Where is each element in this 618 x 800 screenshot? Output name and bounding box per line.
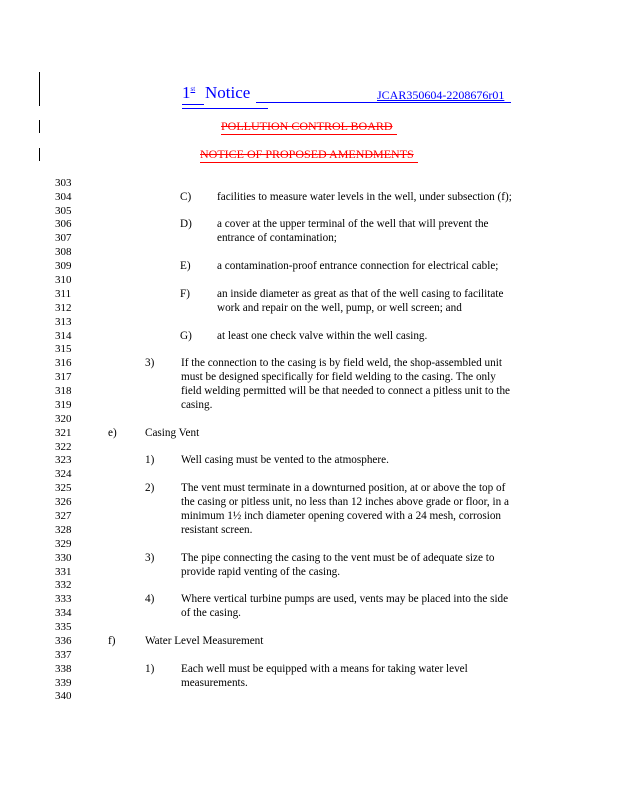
- item-label: 1): [145, 663, 155, 675]
- notice-title: NOTICE OF PROPOSED AMENDMENTS: [200, 147, 414, 161]
- item-label: E): [180, 260, 191, 272]
- line-number: 329: [55, 538, 72, 550]
- item-text: of the casing.: [181, 607, 241, 619]
- item-text: Where vertical turbine pumps are used, vents may be placed into the side: [181, 593, 509, 605]
- line-number: 309: [55, 260, 72, 272]
- item-label: 2): [145, 482, 155, 494]
- line-number: 313: [55, 316, 72, 328]
- section-heading: Casing Vent: [145, 427, 200, 439]
- line-number: 339: [55, 677, 72, 689]
- line-number: 333: [55, 593, 72, 605]
- item-text: Well casing must be vented to the atmosphere.: [181, 454, 389, 466]
- item-text: measurements.: [181, 677, 248, 689]
- line-number: 303: [55, 177, 72, 189]
- notice-title-underline: [200, 162, 418, 163]
- item-text: an inside diameter as great as that of the well casing to facilitate: [217, 288, 504, 300]
- board-title-underline: [221, 134, 397, 135]
- notice-label: Notice: [205, 83, 251, 102]
- item-label: 4): [145, 593, 155, 605]
- item-label: 3): [145, 552, 155, 564]
- line-number: 330: [55, 552, 72, 564]
- change-bar-2: [39, 120, 40, 133]
- line-number: 326: [55, 496, 72, 508]
- line-number: 321: [55, 427, 72, 439]
- notice-number: 1st: [182, 83, 196, 102]
- line-number: 319: [55, 399, 72, 411]
- item-label: F): [180, 288, 190, 300]
- item-text: facilities to measure water levels in the well, under subsection (f);: [217, 191, 512, 203]
- line-number: 324: [55, 468, 72, 480]
- line-number: 318: [55, 385, 72, 397]
- line-number: 328: [55, 524, 72, 536]
- line-number: 320: [55, 413, 72, 425]
- item-text: provide rapid venting of the casing.: [181, 566, 341, 578]
- item-text: at least one check valve within the well casing.: [217, 330, 428, 342]
- line-number: 315: [55, 343, 72, 355]
- item-text: must be designed specifically for field welding to the casing. The only: [181, 371, 496, 383]
- change-bar-3: [39, 148, 40, 161]
- line-number: 305: [55, 205, 72, 217]
- item-text: a cover at the upper terminal of the well that will prevent the: [217, 218, 489, 230]
- section-label: e): [108, 427, 117, 439]
- line-number: 337: [55, 649, 72, 661]
- line-number: 331: [55, 566, 72, 578]
- line-number: 332: [55, 579, 72, 591]
- item-text: If the connection to the casing is by field weld, the shop-assembled unit: [181, 357, 502, 369]
- change-bar-1: [39, 72, 40, 106]
- item-text: a contamination-proof entrance connection for electrical cable;: [217, 260, 499, 272]
- board-title: POLLUTION CONTROL BOARD: [221, 119, 393, 133]
- line-number: 316: [55, 357, 72, 369]
- line-number: 317: [55, 371, 72, 383]
- line-number: 334: [55, 607, 72, 619]
- item-text: minimum 1½ inch diameter opening covered with a 24 mesh, corrosion: [181, 510, 502, 522]
- line-number: 338: [55, 663, 72, 675]
- line-number: 311: [55, 288, 72, 300]
- line-number: 307: [55, 232, 72, 244]
- line-number: 322: [55, 441, 72, 453]
- item-text: casing.: [181, 399, 213, 411]
- section-label: f): [108, 635, 116, 647]
- item-text: resistant screen.: [181, 524, 253, 536]
- line-number: 310: [55, 274, 72, 286]
- line-number: 335: [55, 621, 72, 633]
- line-number: 340: [55, 690, 72, 702]
- item-text: entrance of contamination;: [217, 232, 337, 244]
- item-label: 1): [145, 454, 155, 466]
- section-heading: Water Level Measurement: [145, 635, 264, 647]
- item-text: Each well must be equipped with a means for taking water level: [181, 663, 468, 675]
- line-number: 323: [55, 454, 72, 466]
- header-double-underline-2: [182, 108, 268, 109]
- line-number: 308: [55, 246, 72, 258]
- item-label: D): [180, 218, 192, 230]
- item-text: field welding permitted will be that needed to connect a pitless unit to the: [181, 385, 511, 397]
- document-id: JCAR350604-2208676r01: [377, 88, 505, 102]
- line-number: 312: [55, 302, 72, 314]
- item-label: 3): [145, 357, 155, 369]
- line-number: 304: [55, 191, 72, 203]
- header-double-underline: [182, 104, 204, 105]
- item-label: G): [180, 330, 192, 342]
- item-text: work and repair on the well, pump, or well screen; and: [217, 302, 462, 314]
- item-label: C): [180, 191, 192, 203]
- line-number: 306: [55, 218, 72, 230]
- line-number: 314: [55, 330, 72, 342]
- item-text: the casing or pitless unit, no less than 12 inches above grade or floor, in a: [181, 496, 509, 508]
- line-number: 327: [55, 510, 72, 522]
- line-number: 336: [55, 635, 72, 647]
- item-text: The pipe connecting the casing to the vent must be of adequate size to: [181, 552, 495, 564]
- item-text: The vent must terminate in a downturned position, at or above the top of: [181, 482, 506, 494]
- line-number: 325: [55, 482, 72, 494]
